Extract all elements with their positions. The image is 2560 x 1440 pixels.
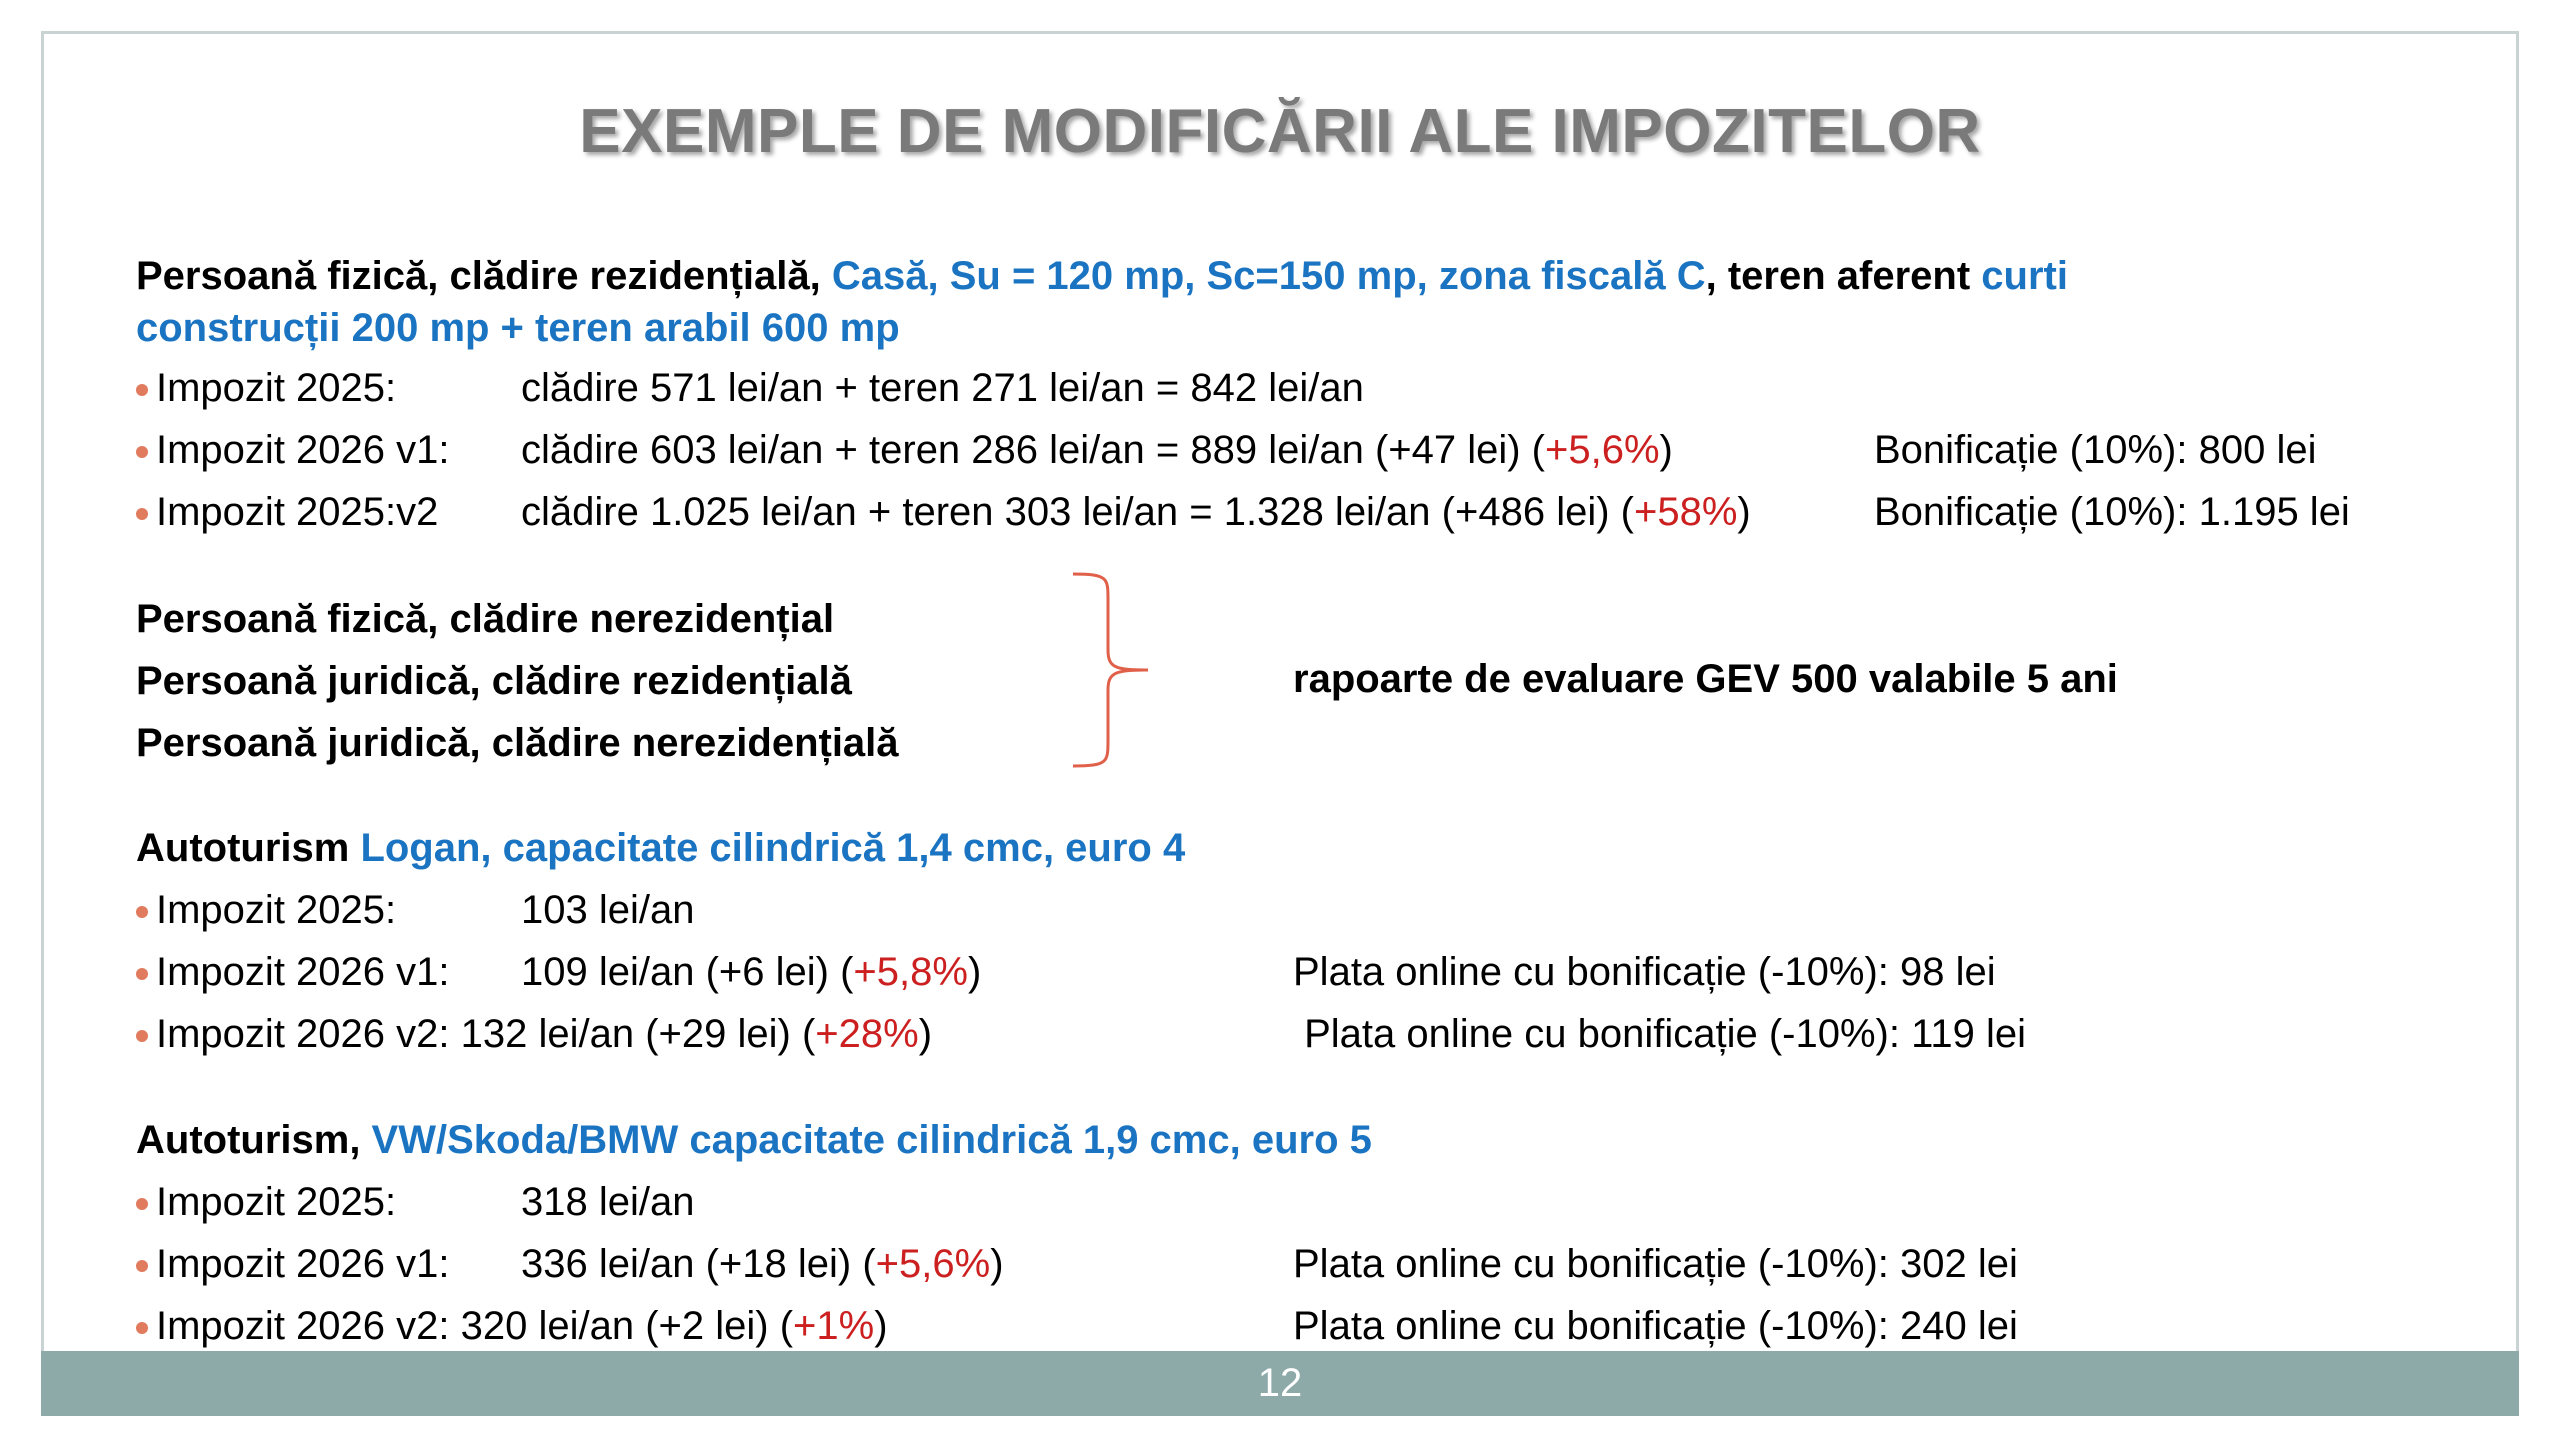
item-label: Impozit 2026 v1: xyxy=(156,1242,450,1286)
section2-line: Persoană juridică, clădire nerezidențială xyxy=(136,721,899,765)
evaluation-note: rapoarte de evaluare GEV 500 valabile 5 ani xyxy=(1293,657,2118,701)
slide-title: EXEMPLE DE MODIFICĂRII ALE IMPOZITELOR xyxy=(579,97,1981,166)
footer-bar xyxy=(41,1351,2519,1416)
item-label: Impozit 2026 v1: xyxy=(156,950,450,994)
section2-line: Persoană fizică, clădire nerezidențial xyxy=(136,597,835,641)
item-value: 103 lei/an xyxy=(521,888,695,932)
section1-head-text: Persoană fizică, clădire rezidențială, xyxy=(136,254,832,298)
item-label: Impozit 2025:v2 xyxy=(156,490,439,534)
section1-heading-line2: construcții 200 mp + teren arabil 600 mp xyxy=(136,306,900,350)
curly-brace-icon xyxy=(1068,570,1158,770)
item-value: 336 lei/an (+18 lei) (+5,6%) xyxy=(521,1242,1004,1286)
bullet-icon xyxy=(136,446,148,458)
page-number: 12 xyxy=(1257,1361,1303,1405)
item-bonus: Bonificație (10%): 800 lei xyxy=(1874,428,2317,472)
item-value: 109 lei/an (+6 lei) (+5,8%) xyxy=(521,950,982,994)
item-label: Impozit 2025: xyxy=(156,1180,397,1224)
item-bonus: Bonificație (10%): 1.195 lei xyxy=(1874,490,2350,534)
item-value: 318 lei/an xyxy=(521,1180,695,1224)
bullet-icon xyxy=(136,906,148,918)
item-online-bonus: Plata online cu bonificație (-10%): 119 lei xyxy=(1293,1012,2027,1056)
item-label: Impozit 2026 v2: 320 lei/an (+2 lei) (+1%) xyxy=(156,1304,888,1348)
section2-line: Persoană juridică, clădire rezidențială xyxy=(136,659,852,703)
bullet-icon xyxy=(136,1260,148,1272)
bullet-icon xyxy=(136,384,148,396)
item-label: Impozit 2026 v2: 132 lei/an (+29 lei) (+28%) xyxy=(156,1012,933,1056)
section4-heading: Autoturism, VW/Skoda/BMW capacitate cilindrică 1,9 cmc, euro 5 xyxy=(136,1118,1372,1162)
item-online-bonus: Plata online cu bonificație (-10%): 98 lei xyxy=(1293,950,1996,994)
item-value: clădire 603 lei/an + teren 286 lei/an = 889 lei/an (+47 lei) (+5,6%) xyxy=(521,428,1673,472)
item-online-bonus: Plata online cu bonificație (-10%): 302 lei xyxy=(1293,1242,2018,1286)
item-label: Impozit 2025: xyxy=(156,366,397,410)
item-value: clădire 1.025 lei/an + teren 303 lei/an = 1.328 lei/an (+486 lei) (+58%) xyxy=(521,490,1751,534)
item-value: clădire 571 lei/an + teren 271 lei/an = 842 lei/an xyxy=(521,366,1364,410)
bullet-icon xyxy=(136,1030,148,1042)
bullet-icon xyxy=(136,1198,148,1210)
section3-heading: Autoturism Logan, capacitate cilindrică 1,4 cmc, euro 4 xyxy=(136,826,1186,870)
section1-head-highlight2: curti xyxy=(1981,254,2068,298)
item-label: Impozit 2026 v1: xyxy=(156,428,450,472)
item-online-bonus: Plata online cu bonificație (-10%): 240 lei xyxy=(1293,1304,2018,1348)
bullet-icon xyxy=(136,508,148,520)
section1-head-highlight: Casă, Su = 120 mp, Sc=150 mp, zona fiscală C xyxy=(831,254,1706,298)
bullet-icon xyxy=(136,968,148,980)
bullet-icon xyxy=(136,1322,148,1334)
item-label: Impozit 2025: xyxy=(156,888,397,932)
section1-head-text2: , teren aferent xyxy=(1705,254,1982,298)
